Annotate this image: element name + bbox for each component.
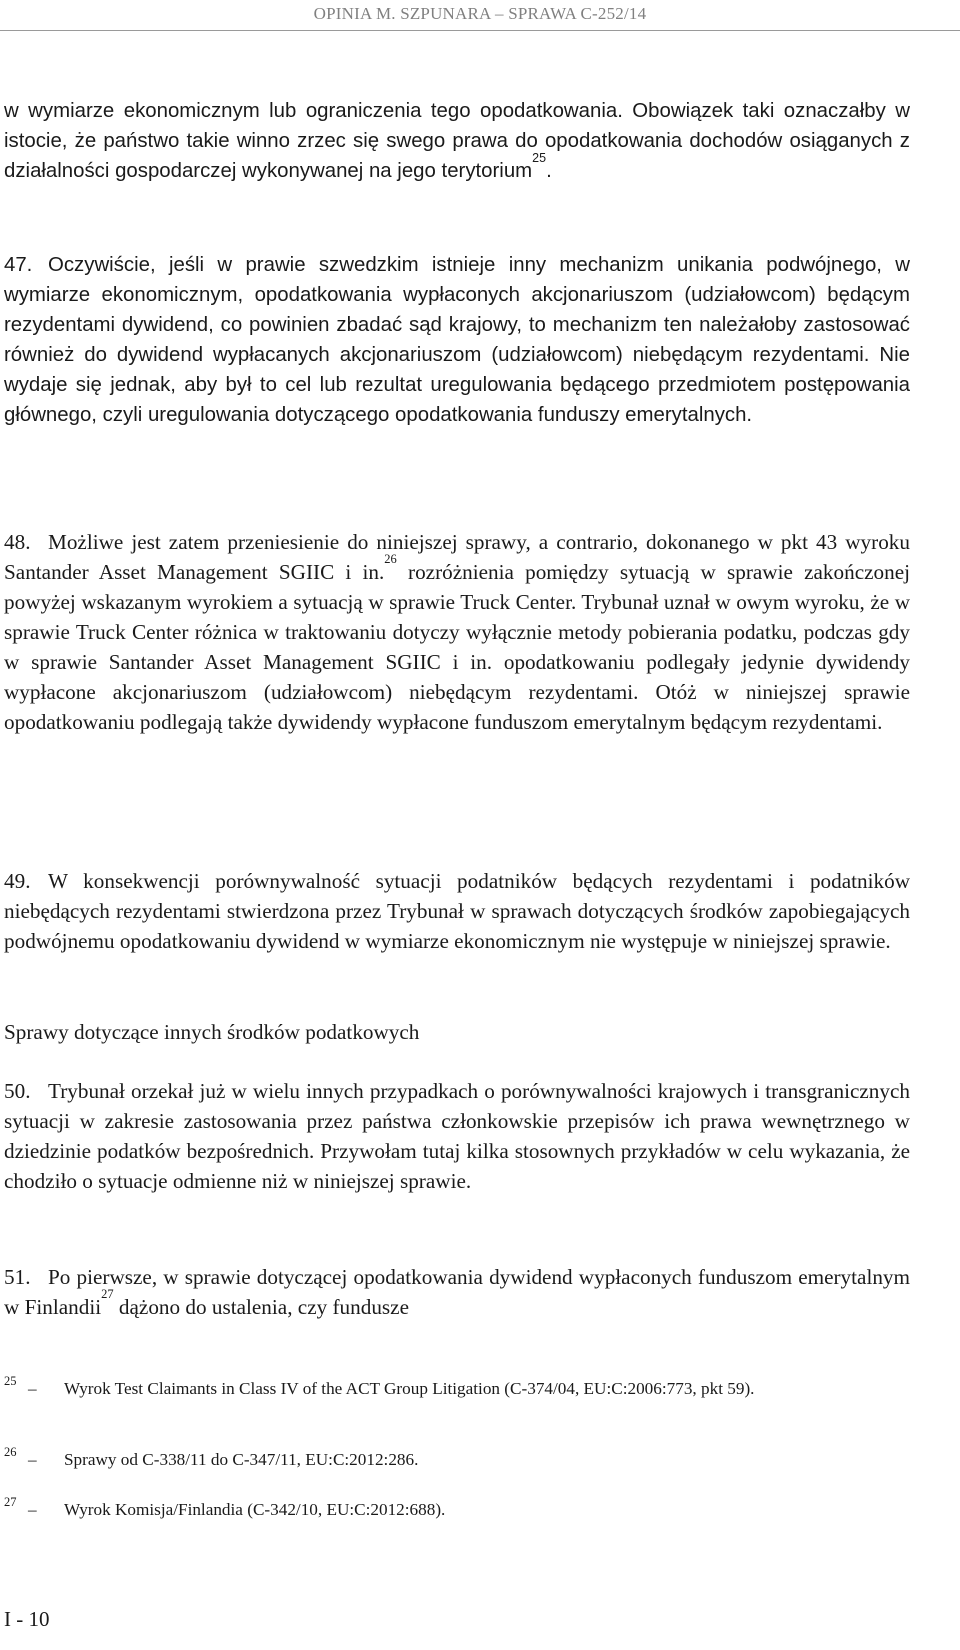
footnote-ref-26[interactable]: 26 xyxy=(384,552,397,566)
paragraph-50 xyxy=(4,1076,910,1196)
footnote-ref-25[interactable]: 25 xyxy=(532,151,547,165)
paragraph-51 xyxy=(4,1262,910,1322)
paragraph-number: 48. xyxy=(4,530,31,554)
paragraph-47 xyxy=(4,250,910,430)
paragraph-48-text-b: rozróżnienia pomiędzy sytuacją w sprawie zakończonej powyżej wskazanym wyrokiem a sytuacją w sprawie Truck Center. Trybunał uznał w owym wyroku, że w sprawie Truck Center różnica w traktowaniu dotyczy wyłącznie metody pobierania podatku, podczas gdy w sprawie Santander Asset Management SGIIC i in. opodatkowaniu podlegały jedynie dywidendy wypłacone akcjonariuszom (udziałowcom) niebędącym rezydentami. Otóż w niniejszej sprawie opodatkowaniu podlegają także dywidendy wypłacone funduszom emerytalnym będącym rezydentami. xyxy=(4,560,910,734)
paragraph-49 xyxy=(4,866,910,956)
section-heading: Sprawy dotyczące innych środków podatkowych xyxy=(4,1020,420,1044)
running-header: OPINIA M. SZPUNARA – SPRAWA C-252/14 xyxy=(313,4,647,23)
paragraph-48 xyxy=(4,527,910,737)
footnote-text: Wyrok Test Claimants in Class IV of the ACT Group Litigation (C-374/04, EU:C:2006:773, pkt 59). xyxy=(64,1379,755,1398)
paragraph-48-text-a: Możliwe jest zatem przeniesienie do niniejszej sprawy, a contrario, dokonanego w pkt 43 wyroku Santander Asset Management SGIIC i in. xyxy=(4,530,910,584)
footnote-mark: 25 xyxy=(4,1374,17,1388)
paragraph-number: 47. xyxy=(4,254,33,276)
footnote-26 xyxy=(4,1447,910,1472)
paragraph-49-text: W konsekwencji porównywalność sytuacji podatników będących rezydentami i podatników niebędących rezydentami stwierdzona przez Trybunał w sprawach dotyczących środków zapobiegających podwójnemu opodatkowaniu dywidend w wymiarze ekonomicznym nie występuje w niniejszej sprawie. xyxy=(4,869,910,953)
footnote-mark: 27 xyxy=(4,1495,17,1509)
paragraph-47-text: Oczywiście, jeśli w prawie szwedzkim istnieje inny mechanizm unikania podwójnego, w wymiarze ekonomicznym, opodatkowania wypłaconych akcjonariuszom (udziałowcom) będącym rezydentami dywidend, co powinien zbadać sąd krajowy, to mechanizm ten należałoby zastosować również do dywidend wypłacanych akcjonariuszom (udziałowcom) niebędącym rezydentami. Nie wydaje się jednak, aby był to cel lub rezultat uregulowania będącego przedmiotem postępowania głównego, czyli uregulowania dotyczącego opodatkowania funduszy emerytalnych. xyxy=(4,254,910,426)
paragraph-intro-text: w wymiarze ekonomicznym lub ograniczenia tego opodatkowania. Obowiązek taki oznaczałby w istocie, że państwo takie winno zrzec się swego prawa do opodatkowania dochodów osiąganych z działalności gospodarczej wykonywanej na jego terytorium xyxy=(4,100,910,182)
footnote-dash: – xyxy=(28,1379,37,1398)
footnote-mark: 26 xyxy=(4,1445,17,1459)
footnote-27 xyxy=(4,1497,910,1522)
header-rule xyxy=(0,30,960,31)
paragraph-intro xyxy=(4,96,910,186)
paragraph-number: 50. xyxy=(4,1079,31,1103)
footnote-text: Wyrok Komisja/Finlandia (C-342/10, EU:C:2012:688). xyxy=(64,1500,446,1519)
footnote-25 xyxy=(4,1376,910,1401)
paragraph-number: 49. xyxy=(4,869,31,893)
paragraph-50-text: Trybunał orzekał już w wielu innych przypadkach o porównywalności krajowych i transgranicznych sytuacji w zakresie zastosowania przez państwa członkowskie przepisów ich prawa wewnętrznego w dziedzinie podatków bezpośrednich. Przywołam tutaj kilka stosownych przykładów w celu wykazania, że chodziło o sytuacje odmienne niż w niniejszej sprawie. xyxy=(4,1079,910,1193)
footnote-dash: – xyxy=(28,1500,37,1519)
footnote-dash: – xyxy=(28,1450,37,1469)
page-number: I - 10 xyxy=(4,1607,50,1631)
paragraph-51-text-a: Po pierwsze, w sprawie dotyczącej opodatkowania dywidend wypłaconych funduszom emerytalnym w Finlandii xyxy=(4,1265,910,1319)
footnote-text: Sprawy od C-338/11 do C-347/11, EU:C:2012:286. xyxy=(64,1450,419,1469)
paragraph-51-text-b: dążono do ustalenia, czy fundusze xyxy=(113,1295,409,1319)
paragraph-number: 51. xyxy=(4,1265,31,1289)
paragraph-intro-tail: . xyxy=(546,160,552,182)
footnote-ref-27[interactable]: 27 xyxy=(101,1287,114,1301)
